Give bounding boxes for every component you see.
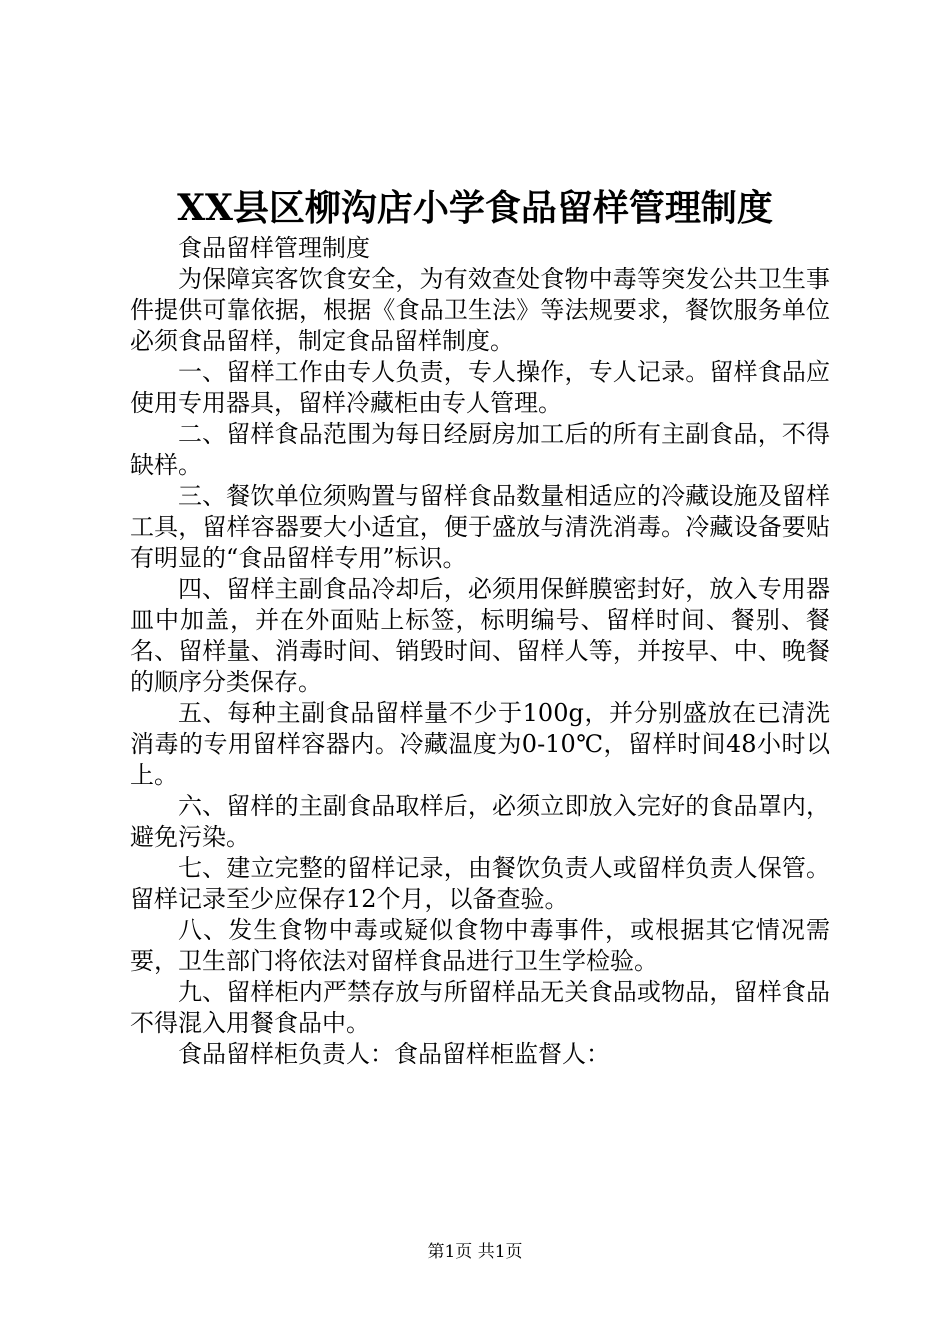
paragraph-rule-1: 一、留样工作由专人负责，专人操作，专人记录。留样食品应使用专用器具，留样冷藏柜由专人管理。 [130,358,830,417]
paragraph-rule-7: 七、建立完整的留样记录，由餐饮负责人或留样负责人保管。留样记录至少应保存12个月，以备查验。 [130,854,830,913]
document-title: XX县区柳沟店小学食品留样管理制度 [177,187,773,229]
paragraph-rule-2: 二、留样食品范围为每日经厨房加工后的所有主副食品，不得缺样。 [130,420,830,479]
document-body [130,233,830,1070]
paragraph-rule-9: 九、留样柜内严禁存放与所留样品无关食品或物品，留样食品不得混入用餐食品中。 [130,978,830,1037]
paragraph-rule-4: 四、留样主副食品冷却后，必须用保鲜膜密封好，放入专用器皿中加盖，并在外面贴上标签，标明编号、留样时间、餐别、餐名、留样量、消毒时间、销毁时间、留样人等，并按早、中、晚餐的顺序分类保存。 [130,575,830,696]
paragraph-signatures: 食品留样柜负责人：食品留样柜监督人： [178,1040,610,1068]
paragraph-rule-3: 三、餐饮单位须购置与留样食品数量相适应的冷藏设施及留样工具，留样容器要大小适宜，便于盛放与清洗消毒。冷藏设备要贴有明显的“食品留样专用”标识。 [130,482,830,572]
paragraph-rule-5: 五、每种主副食品留样量不少于100g，并分别盛放在已清洗消毒的专用留样容器内。冷藏温度为0-10℃，留样时间48小时以上。 [130,699,830,789]
paragraph-intro: 为保障宾客饮食安全，为有效查处食物中毒等突发公共卫生事件提供可靠依据，根据《食品卫生法》等法规要求，餐饮服务单位必须食品留样，制定食品留样制度。 [130,265,830,355]
paragraph-rule-8: 八、发生食物中毒或疑似食物中毒事件，或根据其它情况需要，卫生部门将依法对留样食品进行卫生学检验。 [130,916,830,975]
paragraph-heading: 食品留样管理制度 [178,234,370,262]
page-footer: 第1页 共1页 [427,1242,523,1262]
paragraph-rule-6: 六、留样的主副食品取样后，必须立即放入完好的食品罩内，避免污染。 [130,792,830,851]
